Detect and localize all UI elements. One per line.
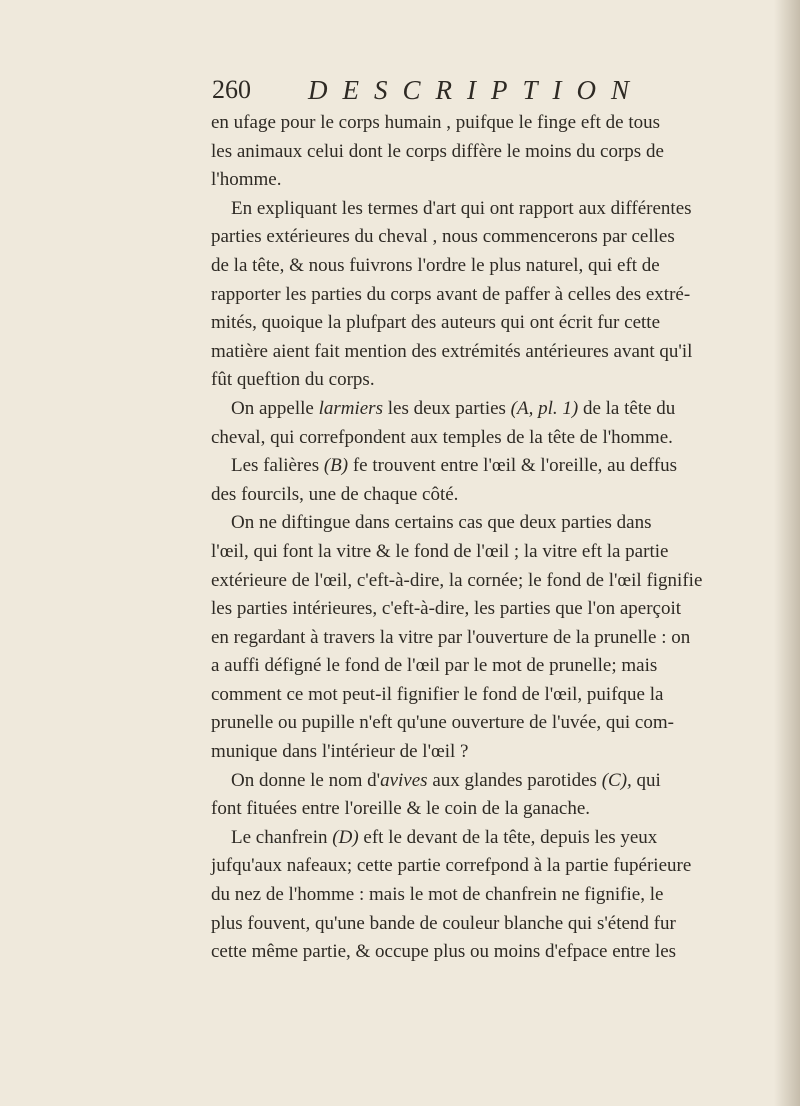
text-line: [211, 881, 664, 910]
text-segment: de la tête du: [578, 397, 676, 419]
page-edge-shadow: [774, 0, 800, 1106]
text-line: [211, 252, 660, 281]
text-line: [211, 338, 693, 367]
text-segment: du nez de l'homme : mais le mot de chanfrein ne fignifie, le: [211, 884, 664, 906]
text-line: [211, 738, 625, 767]
text-segment: les animaux celui dont le corps diffère le moins du corps de: [211, 140, 664, 162]
text-line: [211, 681, 664, 710]
text-line: [211, 366, 625, 395]
text-line: [211, 195, 692, 224]
text-segment: rapporter les parties du corps avant de paffer à celles des extré-: [211, 283, 691, 305]
text-line: [211, 795, 625, 824]
text-segment: plus fouvent, qu'une bande de couleur blanche qui s'étend fur: [211, 912, 676, 934]
figure-reference: (D): [332, 826, 359, 848]
figure-reference: (C),: [601, 769, 632, 791]
text-line: [211, 824, 658, 853]
text-line: [211, 624, 691, 653]
page-number: 260: [212, 75, 251, 104]
text-segment: En expliquant les termes d'art qui ont rapport aux différentes: [231, 197, 692, 219]
text-segment: cette même partie, & occupe plus ou moins d'efpace entre les: [211, 941, 677, 963]
text-segment: Les falières: [231, 455, 324, 477]
running-title: DESCRIPTION: [308, 75, 644, 105]
text-segment: fût queftion du corps.: [211, 369, 375, 391]
text-segment: de la tête, & nous fuivrons l'ordre le plus naturel, qui eft de: [211, 254, 660, 276]
text-line: [211, 595, 682, 624]
text-segment: extérieure de l'œil, c'eft-à-dire, la cornée; le fond de l'œil fignifie: [211, 569, 703, 591]
text-segment: On ne diftingue dans certains cas que deux parties dans: [231, 512, 652, 534]
text-line: [211, 652, 658, 681]
figure-reference: (B): [323, 455, 349, 477]
italic-term: larmiers: [318, 397, 383, 419]
text-line: [211, 567, 703, 596]
text-line: [211, 767, 661, 796]
text-line: [211, 938, 677, 967]
text-segment: munique dans l'intérieur de l'œil ?: [211, 741, 469, 763]
text-segment: les deux parties: [382, 397, 511, 419]
text-segment: prunelle ou pupille n'eft qu'une ouverture de l'uvée, qui com-: [211, 712, 674, 734]
text-segment: On appelle: [231, 397, 319, 419]
text-line: [211, 309, 660, 338]
text-segment: l'œil, qui font la vitre & le fond de l'œil ; la vitre eft la partie: [211, 540, 669, 562]
text-line: [211, 709, 674, 738]
text-line: [211, 509, 652, 538]
text-segment: qui: [631, 769, 661, 791]
text-line: [211, 538, 669, 567]
text-segment: les parties intérieures, c'eft-à-dire, les parties que l'on aperçoit: [211, 598, 682, 620]
text-line: [211, 166, 625, 195]
text-line: [211, 395, 676, 424]
text-segment: fe trouvent entre l'œil & l'oreille, au deffus: [348, 455, 677, 477]
text-segment: a auffi défigné le fond de l'œil par le mot de prunelle; mais: [211, 655, 658, 677]
text-line: [211, 424, 673, 453]
page-header: [212, 72, 644, 108]
text-line: [211, 138, 664, 167]
text-segment: cheval, qui correfpondent aux temples de la tête de l'homme.: [211, 426, 673, 448]
text-segment: l'homme.: [211, 169, 282, 191]
text-segment: aux glandes parotides: [427, 769, 602, 791]
text-segment: font fituées entre l'oreille & le coin de la ganache.: [211, 798, 591, 820]
text-segment: mités, quoique la plufpart des auteurs qui ont écrit fur cette: [211, 312, 660, 334]
text-segment: comment ce mot peut-il fignifier le fond de l'œil, puifque la: [211, 683, 664, 705]
body-text: [211, 109, 703, 967]
text-segment: jufqu'aux nafeaux; cette partie correfpond à la partie fupérieure: [211, 855, 692, 877]
text-segment: eft le devant de la tête, depuis les yeux: [358, 826, 658, 848]
text-line: [211, 223, 675, 252]
text-segment: On donne le nom d': [231, 769, 381, 791]
text-segment: parties extérieures du cheval , nous commencerons par celles: [211, 226, 675, 248]
italic-term: avives: [380, 769, 428, 791]
text-segment: en ufage pour le corps humain , puifque le finge eft de tous: [211, 112, 660, 133]
text-line: [211, 910, 676, 939]
text-line: [211, 281, 691, 310]
figure-reference: (A, pl. 1): [510, 397, 579, 419]
text-segment: Le chanfrein: [231, 826, 333, 848]
text-line: [211, 852, 692, 881]
text-segment: en regardant à travers la vitre par l'ouverture de la prunelle : on: [211, 626, 691, 648]
text-line: [211, 109, 660, 138]
text-segment: des fourcils, une de chaque côté.: [211, 483, 459, 505]
text-line: [211, 481, 625, 510]
text-line: [211, 452, 677, 481]
text-segment: matière aient fait mention des extrémités antérieures avant qu'il: [211, 340, 693, 362]
